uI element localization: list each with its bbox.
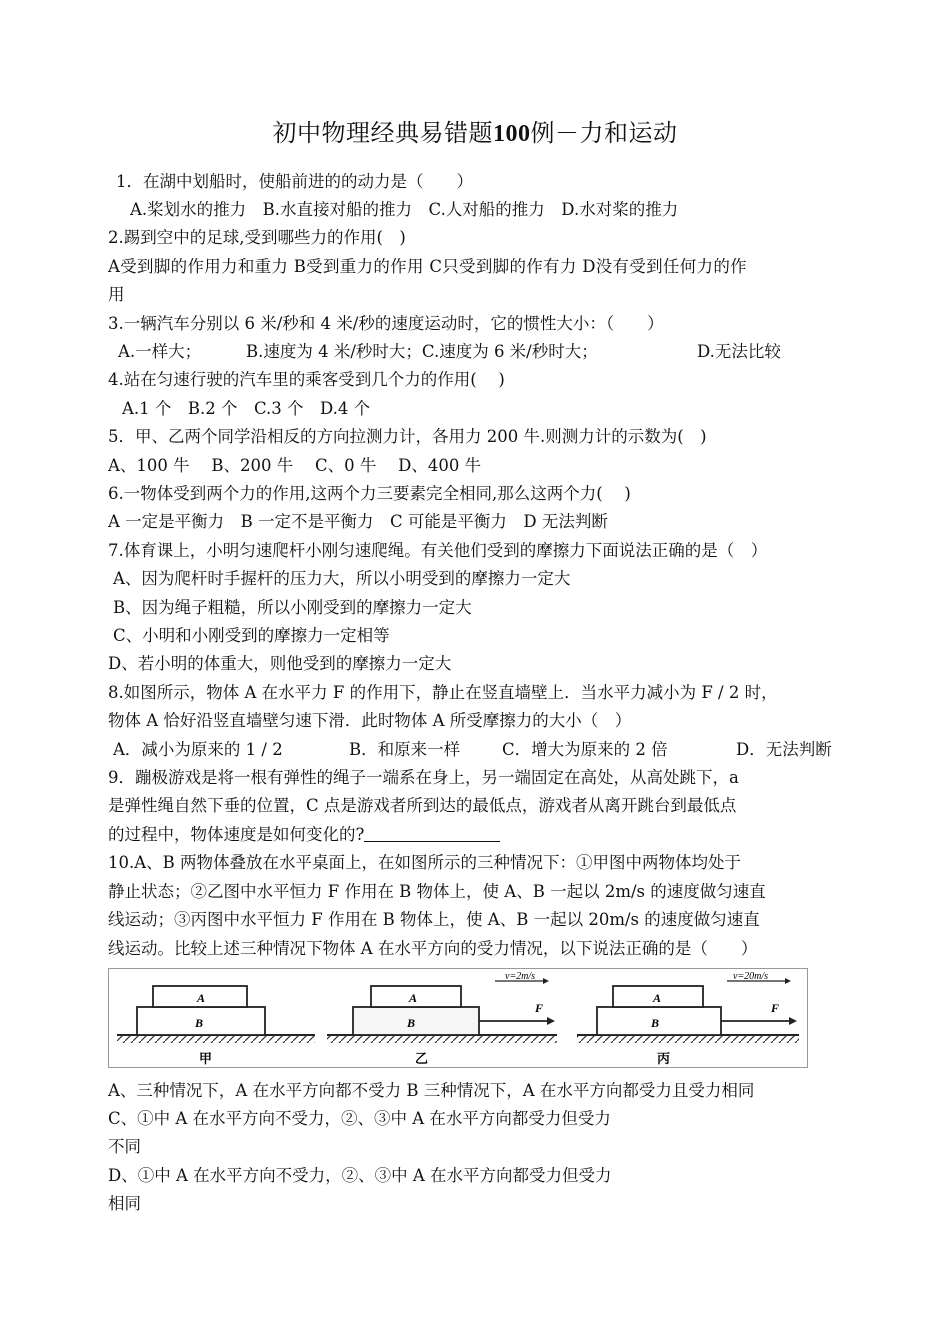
- question-5: 5．甲、乙两个同学沿相反的方向拉测力计，各用力 200 牛.则测力计的示数为( ): [108, 427, 707, 446]
- question-10-option-c: C、①中 A 在水平方向不受力，②、③中 A 在水平方向都受力但受力: [108, 1109, 611, 1128]
- question-10-cont2: 线运动；③丙图中水平恒力 F 作用在 B 物体上，使 A、B 一起以 20m/s 的速度做匀速直: [108, 910, 760, 929]
- panel-bing: [577, 971, 799, 1066]
- question-7-option-b: B、因为绳子粗糙，所以小刚受到的摩擦力一定大: [113, 598, 472, 617]
- question-8-option-b: B．和原来一样: [349, 740, 461, 759]
- label-a-yi: A: [409, 991, 418, 1005]
- question-3-option-d: D.无法比较: [697, 342, 781, 361]
- question-10: 10.A、B 两物体叠放在水平桌面上，在如图所示的三种情况下：①甲图中两物体均处于: [108, 853, 742, 872]
- question-9: 9．蹦极游戏是将一根有弹性的绳子一端系在身上，另一端固定在高处，从高处跳下，a: [108, 768, 739, 787]
- page-title: 初中物理经典易错题100例－力和运动: [272, 119, 678, 147]
- label-b-bing: B: [651, 1016, 660, 1030]
- answer-blank[interactable]: [364, 825, 500, 842]
- label-b-jia: B: [195, 1016, 204, 1030]
- question-5-options: A、100 牛 B、200 牛 C、0 牛 D、400 牛: [108, 456, 482, 475]
- force-arrowhead-yi: [547, 1017, 555, 1025]
- question-7-option-a: A、因为爬杆时手握杆的压力大，所以小明受到的摩擦力一定大: [113, 569, 571, 588]
- question-9-cont: 是弹性绳自然下垂的位置，C 点是游戏者所到达的最低点，游戏者从离开跳台到最低点: [108, 796, 737, 815]
- force-diagram-svg: [109, 969, 807, 1067]
- ground-jia: [117, 1035, 315, 1043]
- question-10-cont3: 线运动。比较上述三种情况下物体 A 在水平方向的受力情况，以下说法正确的是（ ）: [108, 939, 758, 958]
- question-7: 7.体育课上，小明匀速爬杆小刚匀速爬绳。有关他们受到的摩擦力下面说法正确的是（ ）: [108, 541, 768, 560]
- ground-bing: [577, 1035, 799, 1043]
- question-1-options: A.桨划水的推力 B.水直接对船的推力 C.人对船的推力 D.水对桨的推力: [130, 200, 679, 219]
- speed-label-bing: v=20m/s: [733, 971, 769, 982]
- question-8-cont: 物体 A 恰好沿竖直墙壁匀速下滑．此时物体 A 所受摩擦力的大小（ ）: [108, 711, 632, 730]
- ground-yi: [327, 1035, 557, 1043]
- question-8-option-d: D．无法判断: [736, 740, 832, 759]
- question-2-options: A受到脚的作用力和重力 B受到重力的作用 C只受到脚的作有力 D没有受到任何力的作: [108, 257, 747, 276]
- question-4: 4.站在匀速行驶的汽车里的乘客受到几个力的作用( ): [108, 370, 505, 389]
- question-8: 8.如图所示，物体 A 在水平力 F 的作用下，静止在竖直墙壁上．当水平力减小为 F / 2 时，: [108, 683, 778, 702]
- question-6-options: A 一定是平衡力 B 一定不是平衡力 C 可能是平衡力 D 无法判断: [108, 512, 608, 531]
- label-a-bing: A: [653, 991, 662, 1005]
- caption-jia: 甲: [199, 1051, 213, 1066]
- caption-bing: 丙: [657, 1051, 671, 1066]
- panel-jia: [117, 986, 315, 1066]
- block-b-yi: [353, 1007, 479, 1035]
- question-8-option-c: C．增大为原来的 2 倍: [502, 740, 668, 759]
- force-arrowhead-bing: [789, 1017, 797, 1025]
- label-b-yi: B: [407, 1016, 416, 1030]
- panel-yi: [327, 971, 557, 1066]
- caption-yi: 乙: [415, 1051, 429, 1066]
- question-1: 1．在湖中划船时，使船前进的的动力是（ ）: [116, 172, 473, 191]
- question-4-options: A.1 个 B.2 个 C.3 个 D.4 个: [122, 399, 371, 418]
- question-10-cont: 静止状态；②乙图中水平恒力 F 作用在 B 物体上，使 A、B 一起以 2m/s 的速度做匀速直: [108, 882, 766, 901]
- speed-label-yi: v=2m/s: [505, 971, 536, 982]
- question-10-option-d-wrap: 相同: [108, 1194, 141, 1213]
- force-diagram: [108, 968, 808, 1068]
- question-7-option-c: C、小明和小刚受到的摩擦力一定相等: [113, 626, 390, 645]
- question-3-option-a: A.一样大；: [118, 342, 202, 361]
- question-10-option-c-wrap: 不同: [108, 1137, 141, 1156]
- label-f-yi: F: [535, 1001, 544, 1015]
- question-8-option-a: A．减小为原来的 1 / 2: [113, 740, 283, 759]
- question-10-option-d: D、①中 A 在水平方向不受力，②、③中 A 在水平方向都受力但受力: [108, 1166, 612, 1185]
- question-2-options-wrap: 用: [108, 285, 125, 304]
- question-10-option-ab: A、三种情况下，A 在水平方向都不受力 B 三种情况下，A 在水平方向都受力且受力相同: [108, 1081, 755, 1100]
- velocity-arrowhead-yi: [543, 978, 549, 984]
- question-3-option-bc: B.速度为 4 米/秒时大；C.速度为 6 米/秒时大；: [246, 342, 598, 361]
- question-6: 6.一物体受到两个力的作用,这两个力三要素完全相同,那么这两个力( ): [108, 484, 631, 503]
- question-2: 2.踢到空中的足球,受到哪些力的作用( ): [108, 228, 406, 247]
- question-9-cont2: 的过程中，物体速度是如何变化的?: [108, 824, 500, 846]
- question-7-option-d: D、若小明的体重大，则他受到的摩擦力一定大: [108, 654, 452, 673]
- question-3: 3.一辆汽车分别以 6 米/秒和 4 米/秒的速度运动时，它的惯性大小：（ ）: [108, 314, 664, 333]
- velocity-arrowhead-bing: [785, 978, 791, 984]
- label-a-jia: A: [197, 991, 206, 1005]
- label-f-bing: F: [771, 1001, 780, 1015]
